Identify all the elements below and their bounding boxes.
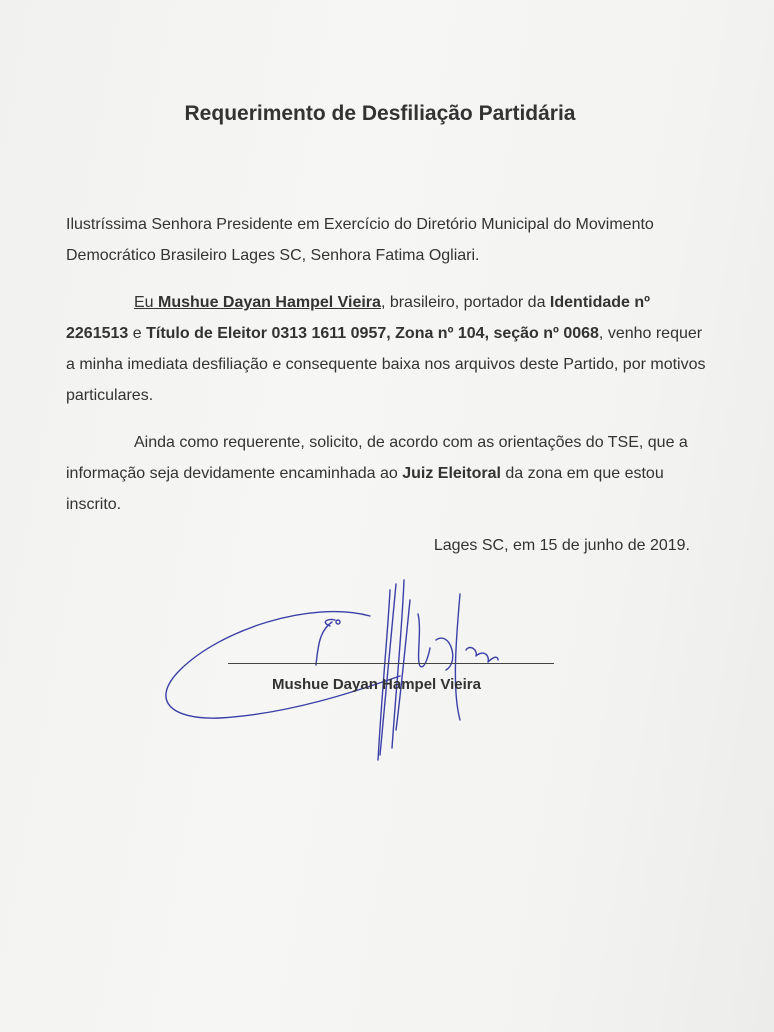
signature-line xyxy=(228,663,554,664)
request-text-1: , brasileiro, portador da xyxy=(380,294,546,311)
titulo-eleitor-text: Título de Eleitor 0313 1611 0957 xyxy=(146,325,387,342)
juiz-eleitoral-text: Juiz Eleitoral xyxy=(402,465,501,482)
comma-text: , xyxy=(386,325,391,342)
handwritten-signature xyxy=(160,570,520,770)
tse-text-2: da zona em que estou inscrito. xyxy=(66,465,664,513)
tse-paragraph xyxy=(66,427,706,520)
zona-secao-text: Zona nº 104, seção nº 0068 xyxy=(395,325,599,342)
salutation-paragraph: Ilustríssima Senhora Presidente em Exercício do Diretório Municipal do Movimento Democrático Brasileiro Lages SC, Senhora Fatima Ogliari. xyxy=(66,216,654,264)
requester-name: Mushue Dayan Hampel Vieira xyxy=(158,294,381,311)
date-line: Lages SC, em 15 de junho de 2019. xyxy=(433,537,690,554)
identidade-text: Identidade nº 2261513 xyxy=(66,294,650,342)
signature-name: Mushue Dayan Hampel Vieira xyxy=(272,676,481,693)
request-text-3: , venho requer a minha imediata desfiliação e consequente baixa nos arquivos deste Partido, por motivos particulares. xyxy=(66,325,706,404)
tse-text-1: Ainda como requerente, solicito, de acordo com as orientações do TSE, que a informação seja devidamente encaminhada ao xyxy=(66,434,688,482)
signature-strokes xyxy=(166,580,498,760)
document-title: Requerimento de Desfiliação Partidária xyxy=(184,102,576,125)
request-text-2: e xyxy=(132,325,142,342)
request-paragraph xyxy=(66,287,706,411)
eu-text: Eu xyxy=(134,294,154,311)
